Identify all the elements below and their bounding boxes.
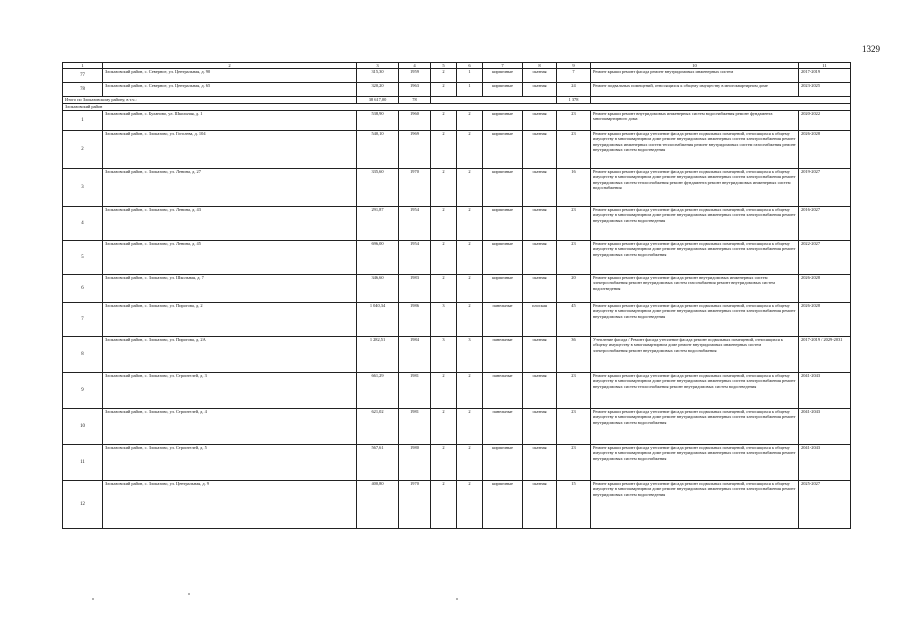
year-cell: 1969	[399, 131, 431, 169]
row-number: 4	[63, 207, 103, 241]
units-cell: 23	[557, 111, 591, 131]
area-cell: 400,80	[357, 481, 399, 529]
roof-cell: скатная	[523, 111, 557, 131]
area-cell: 1 282,51	[357, 337, 399, 373]
works-cell: Утепление фасада / Ремонт фасада утепление фасада ремонт подвальных помещений, относящихся к общему имуществу в многоквартирном доме ремонт внутридомовых инженерных систем электроснабжения ремонт внутридомовых систем водоснабжения	[591, 337, 799, 373]
roof-cell: скатная	[523, 409, 557, 445]
entrances-cell: 2	[457, 241, 483, 275]
floors-cell: 3	[431, 303, 457, 337]
address-cell: Злоказовский район, с. Северное, ул. Центральная, д. 90	[103, 69, 357, 83]
table-row	[63, 373, 851, 409]
row-number: 7	[63, 303, 103, 337]
table-row	[63, 131, 851, 169]
units-cell: 15	[557, 481, 591, 529]
units-cell: 20	[557, 275, 591, 303]
table-row	[63, 481, 851, 529]
works-cell: Ремонт крыши ремонт фасада утепление фасада ремонт подвальных помещений, относящихся к общему имуществу в многоквартирном доме ремонт внутридомовых инженерных систем электроснабжения ремонт внутридомовых систем теплоснабжения ремонт фундамента ремонт внутридомовых инженерных систем водоснабжения	[591, 169, 799, 207]
period-cell: 2016-2027	[799, 207, 851, 241]
floors-cell: 2	[431, 445, 457, 481]
area-cell: 621,02	[357, 409, 399, 445]
section-title: Злоказовский район	[63, 104, 851, 111]
works-cell: Ремонт крыши ремонт фасада утепление фасада ремонт внутридомовых инженерных систем электроснабжения ремонт внутридомовых систем газоснабжения ремонт внутридомовых систем водоотведения	[591, 275, 799, 303]
row-number: 5	[63, 241, 103, 275]
area-cell: 346,60	[357, 275, 399, 303]
entrances-cell: 1	[457, 83, 483, 97]
works-cell: Ремонт крыши ремонт фасада утепление фасада ремонт подвальных помещений, относящихся к общему имуществу в многоквартирном доме ремонт внутридомовых инженерных систем электроснабжения ремонт внутридомовых систем водоснабжения	[591, 241, 799, 275]
works-cell: Ремонт крыши ремонт фасада утепление фасада ремонт подвальных помещений, относящихся к общему имуществу в многоквартирном доме ремонт внутридомовых инженерных систем электроснабжения ремонт внутридомовых систем водоотведения	[591, 207, 799, 241]
roof-cell: скатная	[523, 69, 557, 83]
period-cell: 2023-2025	[799, 83, 851, 97]
row-number: 6	[63, 275, 103, 303]
floors-cell: 2	[431, 111, 457, 131]
units-cell: 36	[557, 337, 591, 373]
floors-cell: 2	[431, 83, 457, 97]
period-cell: 2022-2027	[799, 241, 851, 275]
units-cell: 23	[557, 131, 591, 169]
address-cell: Злоказовский район, с. Злоказово, ул. Центральная, д. 9	[103, 481, 357, 529]
year-cell: 1981	[399, 373, 431, 409]
roof-cell: скатная	[523, 83, 557, 97]
roof-cell: скатная	[523, 373, 557, 409]
works-cell: Ремонт крыши ремонт фасада утепление фасада ремонт подвальных помещений, относящихся к общему имуществу в многоквартирном доме ремонт внутридомовых инженерных систем электроснабжения ремонт внутридомовых систем водоснабжения	[591, 409, 799, 445]
scan-speck	[456, 598, 458, 600]
address-cell: Злоказовский район, с. Буланово, ул. Школьная, д. 1	[103, 111, 357, 131]
column-number: 6	[457, 63, 483, 69]
row-number: 77	[63, 69, 103, 83]
units-cell: 23	[557, 409, 591, 445]
entrances-cell: 3	[457, 337, 483, 373]
roof-cell: скатная	[523, 337, 557, 373]
units-cell: 23	[557, 445, 591, 481]
address-cell: Злоказовский район, с. Злоказово, ул. Гоголева, д. 104	[103, 131, 357, 169]
address-cell: Злоказовский район, с. Злоказово, ул. Пирогова, д. 2А	[103, 337, 357, 373]
roof-cell: скатная	[523, 241, 557, 275]
period-cell: 2017-2019 / 2029-2031	[799, 337, 851, 373]
walls-cell: кирпичные	[483, 69, 523, 83]
entrances-cell: 2	[457, 481, 483, 529]
table-row	[63, 241, 851, 275]
works-cell: Ремонт крыши ремонт фасада утепление фасада ремонт подвальных помещений, относящихся к общему имуществу в многоквартирном доме ремонт внутридомовых инженерных систем электроснабжения ремонт внутридомовых систем водоотведения	[591, 481, 799, 529]
address-cell: Злоказовский район, с. Злоказово, ул. Пирогова, д. 2	[103, 303, 357, 337]
area-cell: 315,30	[357, 69, 399, 83]
floors-cell: 2	[431, 131, 457, 169]
year-cell: 1959	[399, 69, 431, 83]
section-row	[63, 104, 851, 111]
page-number: 1329	[862, 44, 880, 54]
period-cell: 2041-2043	[799, 373, 851, 409]
roof-cell: скатная	[523, 169, 557, 207]
address-cell: Злоказовский район, с. Злоказово, ул. Строителей, д. 5	[103, 445, 357, 481]
empty-cell	[431, 97, 557, 104]
year-cell: 1970	[399, 169, 431, 207]
roof-cell: плоская	[523, 303, 557, 337]
works-cell: Ремонт крыши ремонт фасада утепление фасада ремонт подвальных помещений, относящихся к общему имуществу в многоквартирном доме ремонт внутридомовых инженерных систем электроснабжения ремонт внутридомовых систем теплоснабжения ремонт внутридомовых систем водоотведения	[591, 373, 799, 409]
floors-cell: 2	[431, 481, 457, 529]
works-cell: Ремонт крыши ремонт внутридомовых инженерных систем водоснабжения ремонт фундамента многоквартирного дома	[591, 111, 799, 131]
table-row	[63, 169, 851, 207]
units-cell: 45	[557, 303, 591, 337]
floors-cell: 2	[431, 169, 457, 207]
table-row	[63, 83, 851, 97]
address-cell: Злоказовский район, с. Северное, ул. Центральная, д. 65	[103, 83, 357, 97]
entrances-cell: 2	[457, 207, 483, 241]
address-cell: Злоказовский район, с. Злоказово, ул. Строителей, д. 3	[103, 373, 357, 409]
area-cell: 335,60	[357, 169, 399, 207]
period-cell: 2020-2022	[799, 111, 851, 131]
works-cell: Ремонт крыши ремонт фасада утепление фасада ремонт подвальных помещений, относящихся к общему имуществу в многоквартирном доме ремонт внутридомовых инженерных систем электроснабжения ремонт внутридомовых систем водоснабжения	[591, 445, 799, 481]
year-cell: 1980	[399, 445, 431, 481]
period-cell: 2019-2027	[799, 169, 851, 207]
column-number: 10	[591, 63, 799, 69]
column-number: 9	[557, 63, 591, 69]
row-number: 9	[63, 373, 103, 409]
units-cell: 16	[557, 169, 591, 207]
year-cell: 1986	[399, 303, 431, 337]
period-cell: 2017-2019	[799, 69, 851, 83]
row-number: 3	[63, 169, 103, 207]
walls-cell: кирпичные	[483, 241, 523, 275]
units-cell: 23	[557, 373, 591, 409]
table-row	[63, 207, 851, 241]
address-cell: Злоказовский район, с. Злоказово, ул. Ленина, д. 27	[103, 169, 357, 207]
empty-cell	[591, 97, 851, 104]
table-row	[63, 409, 851, 445]
row-number: 2	[63, 131, 103, 169]
address-cell: Злоказовский район, с. Злоказово, ул. Строителей, д. 4	[103, 409, 357, 445]
scan-speck	[188, 593, 190, 595]
floors-cell: 2	[431, 373, 457, 409]
year-cell: 1981	[399, 409, 431, 445]
area-cell: 696,00	[357, 241, 399, 275]
subtotal-area: 38 617,00	[357, 97, 399, 104]
floors-cell: 3	[431, 337, 457, 373]
area-cell: 291,87	[357, 207, 399, 241]
table-row	[63, 337, 851, 373]
walls-cell: панельные	[483, 303, 523, 337]
area-cell: 567,61	[357, 445, 399, 481]
column-number: 4	[399, 63, 431, 69]
year-cell: 1984	[399, 337, 431, 373]
column-number: 7	[483, 63, 523, 69]
walls-cell: панельные	[483, 337, 523, 373]
walls-cell: кирпичные	[483, 169, 523, 207]
entrances-cell: 2	[457, 111, 483, 131]
entrances-cell: 2	[457, 303, 483, 337]
scan-speck	[92, 598, 94, 600]
year-cell: 1963	[399, 83, 431, 97]
entrances-cell: 1	[457, 69, 483, 83]
units-cell: 7	[557, 69, 591, 83]
walls-cell: кирпичные	[483, 207, 523, 241]
row-number: 1	[63, 111, 103, 131]
floors-cell: 2	[431, 207, 457, 241]
subtotal-count: 78	[399, 97, 431, 104]
walls-cell: кирпичные	[483, 111, 523, 131]
period-cell: 2026-2028	[799, 131, 851, 169]
table-row	[63, 445, 851, 481]
floors-cell: 2	[431, 275, 457, 303]
address-cell: Злоказовский район, с. Злоказово, ул. Ленина, д. 43	[103, 207, 357, 241]
period-cell: 2026-2028	[799, 275, 851, 303]
table-row	[63, 275, 851, 303]
units-cell: 24	[557, 83, 591, 97]
column-number: 5	[431, 63, 457, 69]
area-cell: 661,29	[357, 373, 399, 409]
address-cell: Злоказовский район, с. Злоказово, ул. Школьная, д. 7	[103, 275, 357, 303]
entrances-cell: 2	[457, 169, 483, 207]
units-cell: 23	[557, 241, 591, 275]
column-number: 3	[357, 63, 399, 69]
floors-cell: 2	[431, 69, 457, 83]
walls-cell: кирпичные	[483, 131, 523, 169]
entrances-cell: 2	[457, 373, 483, 409]
year-cell: 1960	[399, 111, 431, 131]
housing-register-table	[62, 62, 851, 529]
area-cell: 538,90	[357, 111, 399, 131]
works-cell: Ремонт крыши ремонт фасада утепление фасада ремонт подвальных помещений, относящихся к общему имуществу в многоквартирном доме ремонт внутридомовых инженерных систем электроснабжения ремонт внутридомовых инженерных систем теплоснабжения ремонт внутридомовых систем газоснабжения ремонт внутридомовых систем водоотведения	[591, 131, 799, 169]
works-cell: Ремонт крыши ремонт фасада ремонт внутридомовых инженерных систем	[591, 69, 799, 83]
walls-cell: кирпичные	[483, 83, 523, 97]
area-cell: 320,20	[357, 83, 399, 97]
walls-cell: кирпичные	[483, 445, 523, 481]
entrances-cell: 2	[457, 409, 483, 445]
works-cell: Ремонт крыши ремонт фасада утепление фасада ремонт подвальных помещений, относящихся к общему имуществу в многоквартирном доме ремонт внутридомовых инженерных систем электроснабжения ремонт внутридомовых систем водоотведения	[591, 303, 799, 337]
works-cell: Ремонт подвальных помещений, относящихся к общему имуществу в многоквартирном доме	[591, 83, 799, 97]
walls-cell: панельные	[483, 409, 523, 445]
area-cell: 540,10	[357, 131, 399, 169]
period-cell: 2041-2043	[799, 445, 851, 481]
column-number: 1	[63, 63, 103, 69]
column-number: 2	[103, 63, 357, 69]
row-number: 12	[63, 481, 103, 529]
units-cell: 23	[557, 207, 591, 241]
entrances-cell: 2	[457, 131, 483, 169]
entrances-cell: 2	[457, 275, 483, 303]
year-cell: 1954	[399, 207, 431, 241]
area-cell: 1 040,34	[357, 303, 399, 337]
address-cell: Злоказовский район, с. Злоказово, ул. Ленина, д. 45	[103, 241, 357, 275]
roof-cell: скатная	[523, 445, 557, 481]
row-number: 11	[63, 445, 103, 481]
period-cell: 2041-2043	[799, 409, 851, 445]
subtotal-row	[63, 97, 851, 104]
row-number: 8	[63, 337, 103, 373]
column-number: 11	[799, 63, 851, 69]
table-row	[63, 111, 851, 131]
walls-cell: панельные	[483, 373, 523, 409]
roof-cell: скатная	[523, 481, 557, 529]
year-cell: 1970	[399, 481, 431, 529]
walls-cell: кирпичные	[483, 481, 523, 529]
roof-cell: скатная	[523, 131, 557, 169]
roof-cell: скатная	[523, 275, 557, 303]
row-number: 78	[63, 83, 103, 97]
entrances-cell: 2	[457, 445, 483, 481]
floors-cell: 2	[431, 409, 457, 445]
subtotal-units: 1 378	[557, 97, 591, 104]
subtotal-label: Итого по Злоказовскому району, в т.ч.:	[63, 97, 357, 104]
row-number: 10	[63, 409, 103, 445]
walls-cell: кирпичные	[483, 275, 523, 303]
column-number: 8	[523, 63, 557, 69]
table-row	[63, 303, 851, 337]
period-cell: 2026-2028	[799, 303, 851, 337]
floors-cell: 2	[431, 241, 457, 275]
roof-cell: скатная	[523, 207, 557, 241]
table-row	[63, 69, 851, 83]
period-cell: 2025-2027	[799, 481, 851, 529]
year-cell: 1983	[399, 275, 431, 303]
year-cell: 1954	[399, 241, 431, 275]
